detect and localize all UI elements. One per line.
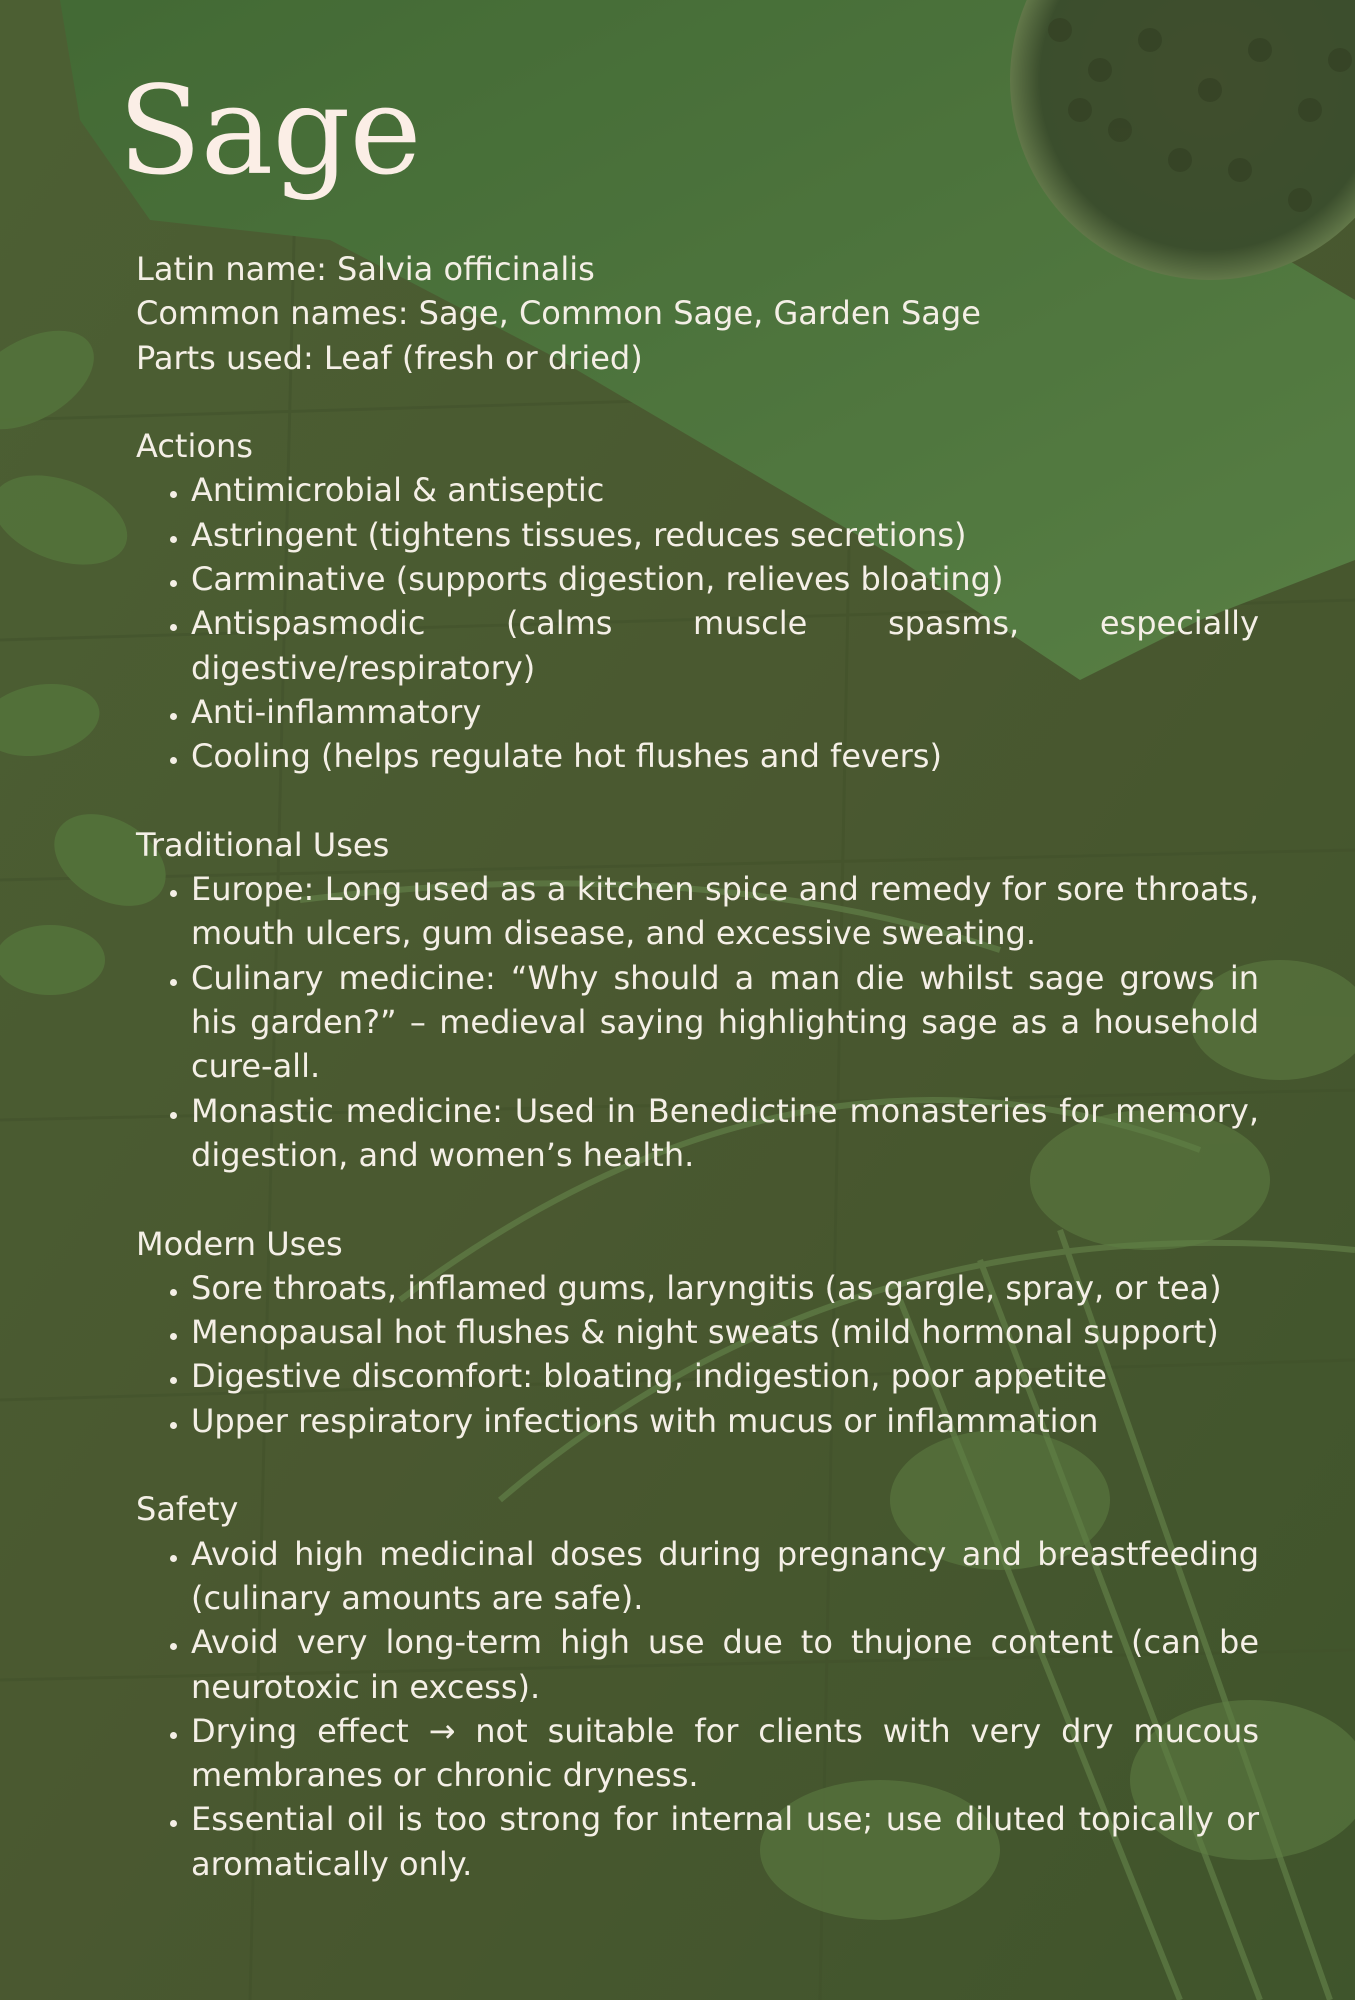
list-item: • Monastic medicine: Used in Benedictine monasteries for memory, digestion, and women’s health. <box>191 1089 1259 1178</box>
list-item: • Antispasmodic (calms muscle spasms, especially digestive/respiratory) <box>191 601 1259 690</box>
list-item: • Antimicrobial & antiseptic <box>191 468 1259 512</box>
parts-used: Parts used: Leaf (fresh or dried) <box>136 338 643 377</box>
list-item: • Menopausal hot flushes & night sweats (mild hormonal support) <box>191 1310 1259 1354</box>
list-item: • Astringent (tightens tissues, reduces secretions) <box>191 513 1259 557</box>
list-item: • Avoid high medicinal doses during pregnancy and breastfeeding (culinary amounts are safe). <box>191 1532 1259 1621</box>
list-item: • Anti-inflammatory <box>191 690 1259 734</box>
list-item: • Carminative (supports digestion, relieves bloating) <box>191 557 1259 601</box>
section-title-actions: Actions <box>136 427 253 466</box>
body-text <box>136 247 1259 1886</box>
list-item: • Drying effect → not suitable for clients with very dry mucous membranes or chronic dryness. <box>191 1709 1259 1798</box>
traditional-uses-list <box>136 867 1259 1177</box>
safety-list <box>136 1532 1259 1886</box>
modern-uses-list <box>136 1266 1259 1443</box>
section-title-modern-uses: Modern Uses <box>136 1224 343 1263</box>
list-item: • Digestive discomfort: bloating, indigestion, poor appetite <box>191 1354 1259 1398</box>
latin-name: Latin name: Salvia officinalis <box>136 250 595 288</box>
actions-list <box>136 468 1259 778</box>
list-item: • Cooling (helps regulate hot flushes and fevers) <box>191 734 1259 778</box>
section-title-traditional-uses: Traditional Uses <box>136 825 390 864</box>
list-item: • Upper respiratory infections with mucus or inflammation <box>191 1399 1259 1443</box>
list-item: • Sore throats, inflamed gums, laryngitis (as gargle, spray, or tea) <box>191 1266 1259 1310</box>
list-item: • Europe: Long used as a kitchen spice and remedy for sore throats, mouth ulcers, gum disease, and excessive sweating. <box>191 867 1259 956</box>
common-names: Common names: Sage, Common Sage, Garden Sage <box>136 294 981 333</box>
list-item: • Culinary medicine: “Why should a man die whilst sage grows in his garden?” – medieval saying highlighting sage as a household cure-all. <box>191 956 1259 1089</box>
page-title: Sage <box>118 60 421 202</box>
list-item: • Avoid very long-term high use due to thujone content (can be neurotoxic in excess). <box>191 1620 1259 1709</box>
list-item: • Essential oil is too strong for internal use; use diluted topically or aromatically only. <box>191 1797 1259 1886</box>
section-title-safety: Safety <box>136 1490 239 1529</box>
